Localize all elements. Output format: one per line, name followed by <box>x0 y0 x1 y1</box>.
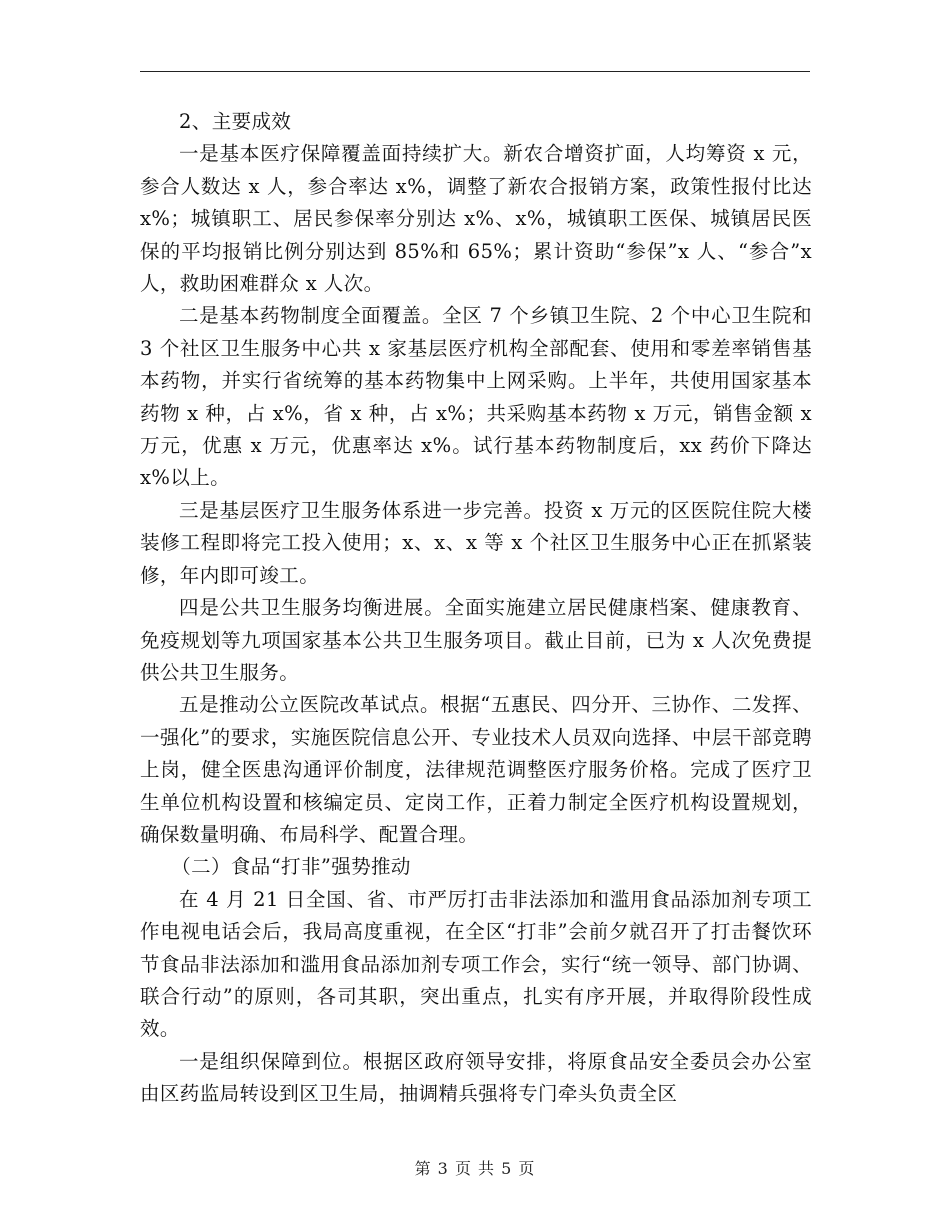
section-heading: 2、主要成效 <box>179 110 292 133</box>
paragraph-public-health-services: 四是公共卫生服务均衡进展。全面实施建立居民健康档案、健康教育、免疫规划等九项国家基本公共卫生服务项目。截止目前，已为 x 人次免费提供公共卫生服务。 <box>140 596 812 684</box>
paragraph-essential-drugs: 二是基本药物制度全面覆盖。全区 7 个乡镇卫生院、2 个中心卫生院和 3 个社区卫生服务中心共 x 家基层医疗机构全部配套、使用和零差率销售基本药物，并实行省统筹的基本药物集中上网采购。上半年，共使用国家基本药物 x 种，占 x%，省 x 种，占 x%；共采购基本药物 x 万元，销售金额 x 万元，优惠 x 万元，优惠率达 x%。试行基本药物制度后，xx 药价下降达 x%以上。 <box>140 304 812 490</box>
paragraph-public-hospital-reform: 五是推动公立医院改革试点。根据“五惠民、四分开、三协作、二发挥、一强化”的要求，实施医院信息公开、专业技术人员双向选择、中层干部竞聘上岗，健全医患沟通评价制度，法律规范调整医疗服务价格。完成了医疗卫生单位机构设置和核编定员、定岗工作，正着力制定全医疗机构设置规划，确保数量明确、布局科学、配置合理。 <box>140 693 812 846</box>
document-body <box>140 106 812 1111</box>
subsection-heading: （二）食品“打非”强势推动 <box>171 855 411 879</box>
paragraph-food-crackdown: 在 4 月 21 日全国、省、市严厉打击非法添加和滥用食品添加剂专项工作电视电话会后，我局高度重视，在全区“打非”会前夕就召开了打击餐饮环节食品非法添加和滥用食品添加剂专项工作会，实行“统一领导、部门协调、联合行动”的原则，各司其职，突出重点，扎实有序开展，并取得阶段性成效。 <box>140 887 812 1041</box>
paragraph-organization-guarantee: 一是组织保障到位。根据区政府领导安排，将原食品安全委员会办公室由区药监局转设到区卫生局，抽调精兵强将专门牵头负责全区 <box>140 1049 812 1106</box>
page-number: 第 3 页 共 5 页 <box>414 1159 536 1178</box>
header-rule <box>140 71 810 72</box>
paragraph-primary-care-system: 三是基层医疗卫生服务体系进一步完善。投资 x 万元的区医院住院大楼装修工程即将完工投入使用；x、x、x 等 x 个社区卫生服务中心正在抓紧装修，年内即可竣工。 <box>140 498 812 587</box>
paragraph-medical-insurance: 一是基本医疗保障覆盖面持续扩大。新农合增资扩面，人均筹资 x 元，参合人数达 x 人，参合率达 x%，调整了新农合报销方案，政策性报付比达 x%；城镇职工、居民参保率分别达 x%、x%，城镇职工医保、城镇居民医保的平均报销比例分别达到 85%和 65%；累计资助“参保”x 人、“参合”x 人，救助困难群众 x 人次。 <box>140 142 812 296</box>
